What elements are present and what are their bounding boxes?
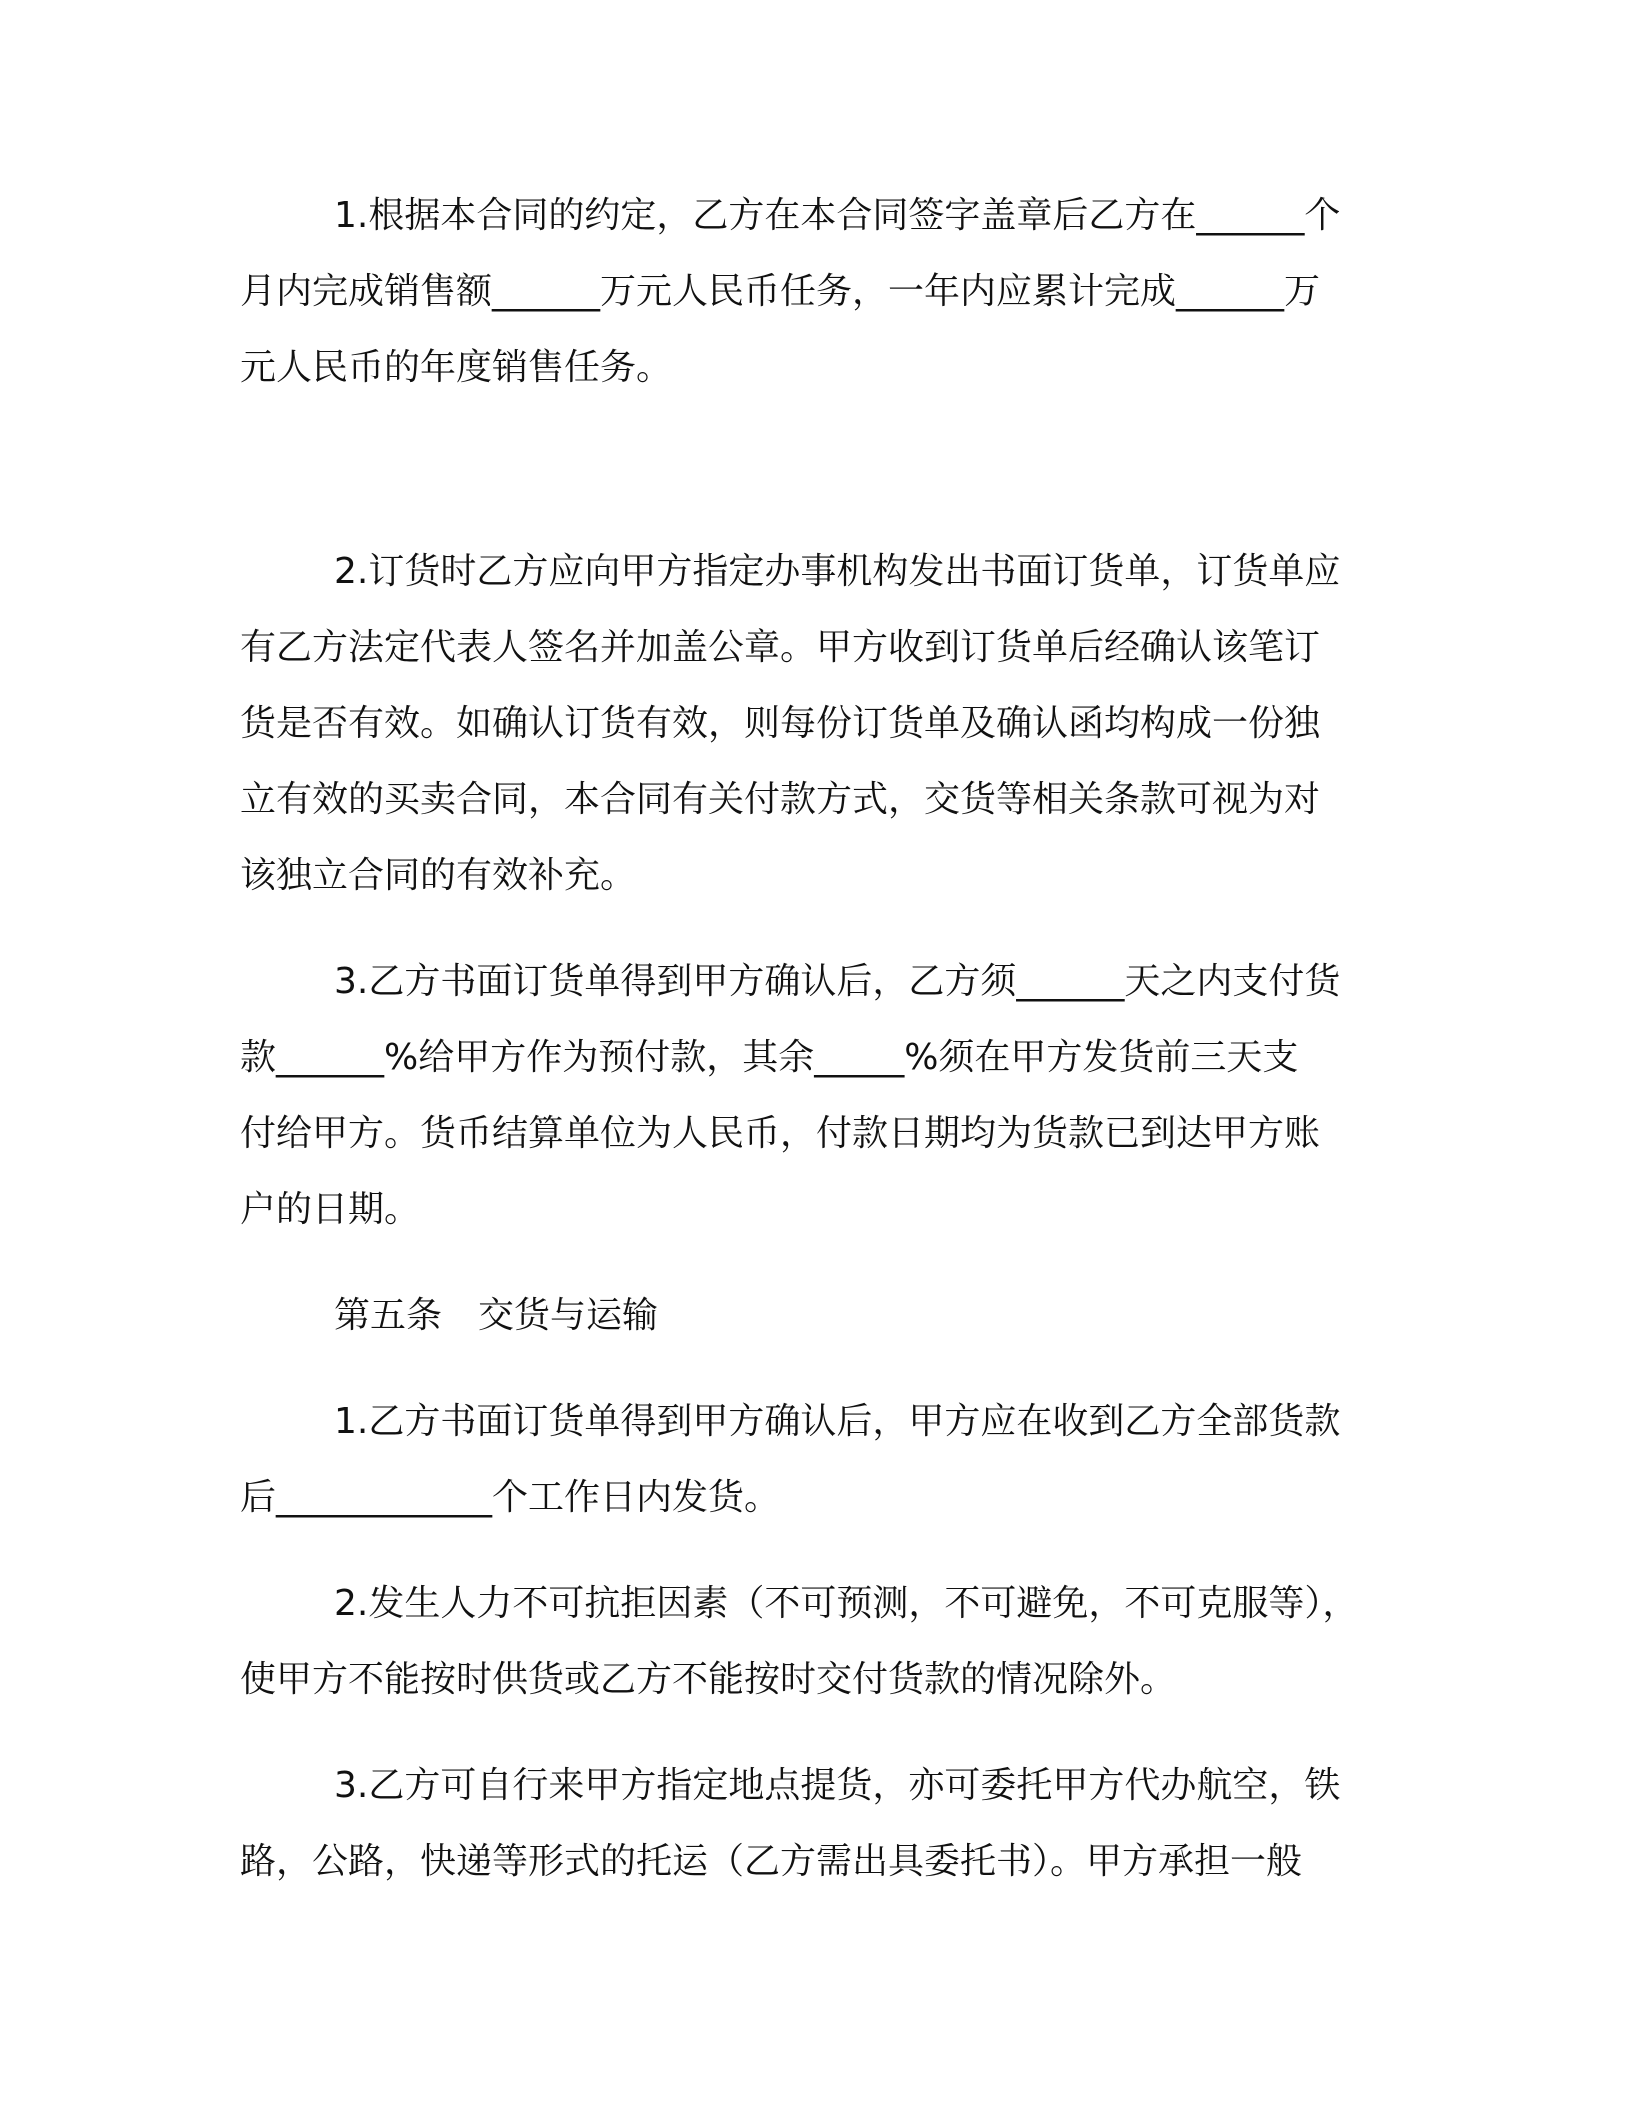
article5-heading: 第五条 交货与运输 xyxy=(334,1295,659,1336)
clause1-line-2: 月内完成销售额______万元人民币任务，一年内应累计完成______万 xyxy=(240,271,1321,312)
article5-clause3-line-2: 路，公路，快递等形式的托运（乙方需出具委托书）。甲方承担一般 xyxy=(240,1841,1303,1882)
clause3-line-2: 款______%给甲方作为预付款，其余_____%须在甲方发货前三天支 xyxy=(240,1037,1299,1078)
clause2-line-3: 货是否有效。如确认订货有效，则每份订货单及确认函均构成一份独 xyxy=(240,703,1321,744)
clause2-line-2: 有乙方法定代表人签名并加盖公章。甲方收到订货单后经确认该笔订 xyxy=(240,627,1321,668)
clause3-line-1: 3.乙方书面订货单得到甲方确认后，乙方须______天之内支付货 xyxy=(334,961,1341,1002)
clause1-line-3: 元人民币的年度销售任务。 xyxy=(240,347,673,388)
clause3-line-4: 户的日期。 xyxy=(240,1189,421,1230)
clause2-line-5: 该独立合同的有效补充。 xyxy=(240,855,637,896)
article5-clause1-line-2: 后____________个工作日内发货。 xyxy=(240,1477,781,1518)
article5-clause1-line-1: 1.乙方书面订货单得到甲方确认后，甲方应在收到乙方全部货款 xyxy=(334,1401,1341,1442)
clause2-line-1: 2.订货时乙方应向甲方指定办事机构发出书面订货单，订货单应 xyxy=(334,551,1341,592)
clause2-line-4: 立有效的买卖合同，本合同有关付款方式，交货等相关条款可视为对 xyxy=(240,779,1321,820)
article5-clause2-line-1: 2.发生人力不可抗拒因素（不可预测，不可避免，不可克服等）， xyxy=(334,1583,1359,1624)
clause3-line-3: 付给甲方。货币结算单位为人民币，付款日期均为货款已到达甲方账 xyxy=(240,1113,1321,1154)
clause1-line-1: 1.根据本合同的约定，乙方在本合同签字盖章后乙方在______个 xyxy=(334,195,1341,236)
article5-clause2-line-2: 使甲方不能按时供货或乙方不能按时交付货款的情况除外。 xyxy=(240,1659,1177,1700)
article5-clause3-line-1: 3.乙方可自行来甲方指定地点提货，亦可委托甲方代办航空，铁 xyxy=(334,1765,1341,1806)
